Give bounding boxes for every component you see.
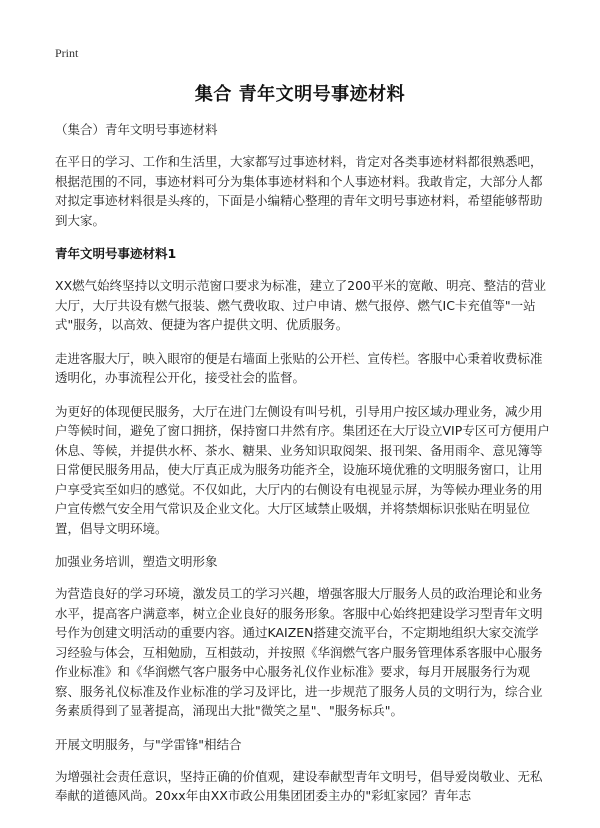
document-body [55,120,550,820]
paragraph-1: XX燃气始终坚持以文明示范窗口要求为标准，建立了200平米的宽敞、明亮、整洁的营业大厅，大厅共设有燃气报装、燃气费收取、过户申请、燃气报停、燃气IC卡充值等"一站式"服务，以高效、便捷为客户提供文明、优质服务。 [55,278,546,332]
paragraph-3: 为更好的体现便民服务，大厅在进门左侧设有叫号机，引导用户按区域办理业务，减少用户等候时间，避免了窗口拥挤，保持窗口井然有序。集团还在大厅设立VIP专区可方便用户休息、等候，并提供水杯、茶水、糖果、业务知识取阅架、报刊架、备用雨伞、意见簿等日常便民服务用品，使大厅真正成为服务功能齐全，设施环境优雅的文明服务窗口，让用户享受宾至如归的感觉。不仅如此，大厅内的右侧设有电视显示屏，为等候办理业务的用户宣传燃气安全用气常识及企业文化。大厅区域禁止吸烟，并将禁烟标识张贴在明显位置，倡导文明环境。 [55,403,550,536]
paragraph-2: 走进客服大厅，映入眼帘的便是右墙面上张贴的公开栏、宣传栏。客服中心秉着收费标准透明化，办事流程公开化，接受社会的监督。 [55,350,543,385]
intro-paragraph: 在平日的学习、工作和生活里，大家都写过事迹材料，肯定对各类事迹材料都很熟悉吧，根据范围的不同，事迹材料可分为集体事迹材料和个人事迹材料。我敢肯定，大部分人都对拟定事迹材料很是头疼的，下面是小编精心整理的青年文明号事迹材料，希望能够帮助到大家。 [55,154,543,228]
document-subtitle: （集合）青年文明号事迹材料 [55,122,218,137]
subsection-heading-training: 加强业务培训，塑造文明形象 [55,554,218,569]
paragraph-4: 为营造良好的学习环境，激发员工的学习兴趣，增强客服大厅服务人员的政治理论和业务水平，提高客户满意率，树立企业良好的服务形象。客服中心始终把建设学习型青年文明号作为创建文明活动的重要内容。通过KAIZEN搭建交流平台，不定期地组织大家交流学习经验与体会，互相勉励，互相鼓动，并按照《华润燃气客户服务管理体系客服中心服务作业标准》和《华润燃气客户服务中心服务礼仪作业标准》要求，每月开展服务行为观察、服务礼仪标准及作业标准的学习及评比，进一步规范了服务人员的文明行为，综合业务素质得到了显著提高，涌现出大批"微笑之星"、"服务标兵"。 [55,586,543,718]
subsection-heading-service: 开展文明服务，与"学雷锋"相结合 [55,736,242,752]
section-heading-1: 青年文明号事迹材料1 [55,246,177,261]
paragraph-5: 为增强社会责任意识，坚持正确的价值观，建设奉献型青年文明号，倡导爱岗敬业、无私奉献的道德风尚。20xx年由XX市政公用集团团委主办的"彩虹家园？青年志 [55,768,543,803]
print-link[interactable]: Print [55,46,79,60]
document-title: 集合 青年文明号事迹材料 [194,84,406,105]
